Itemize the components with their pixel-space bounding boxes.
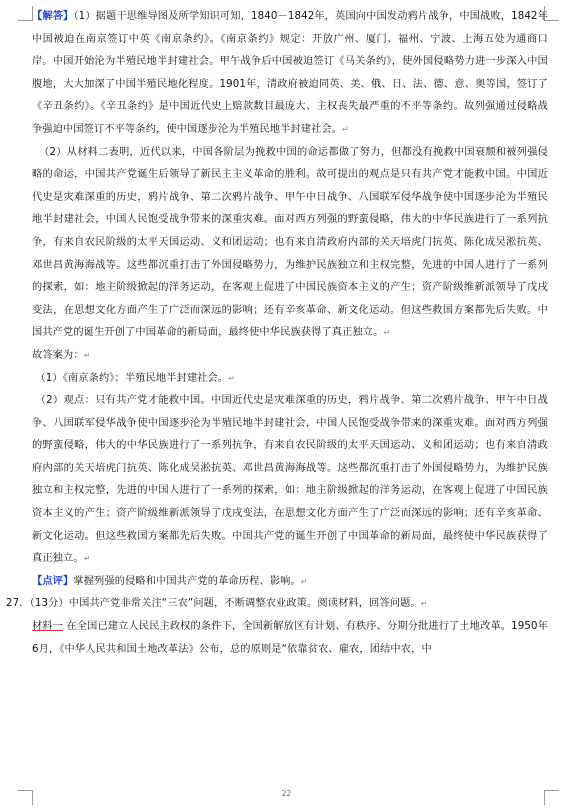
answer-part-2-text: （2）观点：只有共产党才能救中国。中国近代史是灾难深重的历史，鸦片战争、第二次鸦片战争、甲午中日战争、八国联军侵华战争使中国逐步沦为半殖民地半封建社会，中国人民饱受战争带来的深重灾难。面对西方列强的野蛮侵略，伟大的中华民族进行了一系列抗争，有来自农民阶级的太平天国运动、义和团运动；也有来自清政府内部的关天培虎门抗英、陈化成吴淞抗英、邓世昌黄海海战等。这些都沉重打击了外国侵略势力，为维护民族独立和主权完整，先进的中国人进行了一系列的探索，如：地主阶级掀起的洋务运动，在客观上促进了中国民族资本主义的产生；资产阶级维新派领导了戊戌变法，在思想文化方面产生了广泛而深远的影响；还有辛亥革命、新文化运动。但这些救国方案都先后失败。中国共产党的诞生开创了中国革命的新局面，最终使中华民族获得了真正独立。 [32, 395, 549, 565]
answer-part-2 [32, 390, 548, 571]
page-number: 22 [281, 789, 292, 798]
return-mark: ↵ [83, 554, 91, 564]
analysis-tag: 【解答】 [32, 11, 74, 22]
crop-mark-top-left [18, 6, 33, 21]
return-mark: ↵ [83, 350, 91, 360]
document-body [6, 6, 549, 661]
return-mark: ↵ [228, 373, 236, 383]
return-mark: ↵ [342, 124, 349, 134]
review-text: 掌握列强的侵略和中国共产党的革命历程、影响。 [73, 575, 301, 587]
answer-part-1 [32, 368, 548, 391]
review-paragraph [32, 571, 548, 594]
analysis-paragraph-2 [32, 142, 548, 345]
analysis-text-1: （1）据题干思维导图及所学知识可知，1840－1842年，英国向中国发动鸦片战争，中国战败，1842年中国被迫在南京签订中英《南京条约》。《南京条约》规定：开放广州、厦门、福州、宁波、上海五处为通商口岸。中国开始沦为半殖民地半封建社会。甲午战争后中国被迫签订《马关条约》，使外国侵略势力进一步深入中国腹地，大大加深了中国半殖民地化程度。1901年，清政府被迫同英、美、俄、日、法、德、意、奥等国，签订了《辛丑条约》。《辛丑条约》是中国近代史上赔款数目最庞大、主权丧失最严重的不平等条约。故列强通过侵略战争强迫中国签订不平等条约，使中国逐步沦为半殖民地半封建社会。 [32, 11, 548, 135]
question-27-heading [6, 593, 548, 616]
analysis-text-2: （2）从材料二表明，近代以来，中国各阶层为挽救中国的命运都做了努力，但都没有挽救中国衰颓和被列强侵略的命运，中国共产党诞生后领导了新民主主义革命的胜利。故可提出的观点是只有共产党才能救中国。中国近代史是灾难深重的历史，鸦片战争、第二次鸦片战争、甲午中日战争、八国联军侵华战争使中国逐步沦为半殖民地半封建社会，中国人民饱受战争带来的深重灾难。面对西方列强的野蛮侵略，伟大的中华民族进行了一系列抗争，有来自农民阶级的太平天国运动、义和团运动；也有来自清政府内部的关天培虎门抗英、陈化成吴淞抗英、邓世昌黄海海战等。这些都沉重打击了外国侵略势力，为维护民族独立和主权完整，先进的中国人进行了一系列的探索，如：地主阶级掀起的洋务运动，在客观上促进了中国民族资本主义的产生；资产阶级维新派领导了戊戌变法，在思想文化方面产生了广泛而深远的影响；还有辛亥革命、新文化运动。但这些救国方案都先后失败。中国共产党的诞生开创了中国革命的新局面，最终使中华民族获得了真正独立。 [32, 146, 549, 339]
material-one-paragraph [32, 616, 548, 661]
answer-part-1-text: （1）《南京条约》；半殖民地半封建社会。 [35, 372, 229, 384]
answer-intro-text: 故答案为： [32, 349, 84, 361]
return-mark: ↵ [420, 599, 428, 609]
review-tag: 【点评】 [32, 575, 74, 587]
analysis-paragraph-1 [32, 6, 548, 142]
return-mark: ↵ [383, 328, 391, 338]
material-one-text: 在全国已建立人民民主政权的条件下，全国新解放区有计划、有秩序、分期分批进行了土地改革。1950年6月，《中华人民共和国土地改革法》公布，总的原则是“依靠贫农、雇农，团结中农，中 [32, 621, 548, 655]
return-mark: ↵ [300, 576, 308, 586]
material-one-label: 材料一 [32, 621, 64, 633]
question-27-text: 27．（13分）中国共产党非常关注“三农”问题，不断调整农业政策。阅读材料，回答问题。 [6, 598, 421, 610]
answer-intro [32, 345, 548, 368]
